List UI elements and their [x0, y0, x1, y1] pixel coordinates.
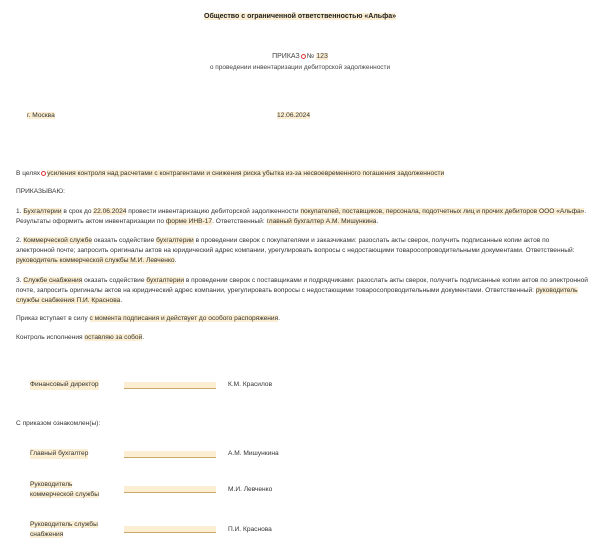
item-counterparties: покупателей, поставщиков, персонала, подотчетных лиц и прочих дебиторов ООО «Альфа» [300, 208, 585, 215]
acquainted-heading: С приказом ознакомлен(ы): [16, 420, 101, 427]
item-number: 2. [16, 237, 22, 244]
signature-line[interactable] [124, 526, 216, 533]
control-end: . [142, 334, 145, 341]
organization-name-text: Общество с ограниченной ответственностью «Альфа» [204, 13, 396, 20]
order-city-text: г. Москва [27, 112, 55, 119]
item-text: . [120, 297, 123, 305]
acquainted-role-line: снабжения [30, 531, 64, 539]
signatory-name: К.М. Красилов [228, 381, 273, 388]
order-prefix: ПРИКАЗ [272, 53, 300, 60]
order-item-1 [16, 207, 588, 227]
item-text: провести инвентаризацию дебиторской задолженности [126, 208, 301, 215]
order-title [0, 52, 600, 63]
item-text: . [376, 218, 379, 226]
acquainted-role-line: коммерческой службы [30, 491, 99, 499]
item-text: оказать содействие [82, 277, 147, 284]
item-text: . Ответственный: [212, 218, 267, 226]
item-responsible: руководитель службы снабжения П.И. Краснова [16, 287, 578, 305]
item-text: в проведении сверок с покупателями и заказчиками: разослать акты сверок, получить подписанные копии актов по электронной почте; запросить оригиналы актов на юридический адрес компании, урегулировать вопросы с недостающими товаросопроводительными документами. Ответственный: [16, 237, 575, 255]
item-text: в срок до [61, 208, 94, 215]
item-subject: Службе снабжения [23, 277, 83, 284]
item-subject: Коммерческой службе [23, 237, 93, 244]
order-subject: о проведении инвентаризации дебиторской задолженности [209, 64, 391, 71]
control-paragraph [16, 333, 588, 343]
item-responsible: руководитель коммерческой службы М.И. Левченко [16, 257, 175, 265]
edit-marker-icon[interactable] [41, 171, 46, 176]
orders-heading: ПРИКАЗЫВАЮ: [16, 188, 65, 195]
control-lead: Контроль исполнения [16, 334, 85, 341]
signatory-role: Финансовый директор [30, 380, 99, 390]
signature-line[interactable] [124, 486, 216, 493]
edit-marker-icon[interactable] [301, 54, 306, 59]
acquainted-role-line: Руководитель [30, 481, 73, 488]
signature-line[interactable] [124, 451, 216, 458]
acquainted-name: М.И. Левченко [228, 486, 273, 493]
item-responsible: главный бухгалтер А.М. Мишункина [266, 218, 377, 226]
order-date [277, 111, 310, 121]
effective-when: с момента подписания и действует до особого распоряжения [89, 315, 279, 322]
order-item-3 [16, 276, 588, 307]
effective-paragraph [16, 314, 588, 324]
item-form: форме ИНВ-17 [165, 218, 213, 226]
signature-line[interactable] [124, 382, 216, 389]
intro-lead: В целях [16, 170, 41, 177]
order-city [27, 111, 55, 121]
acquainted-name: П.И. Краснова [228, 526, 272, 533]
order-number: 123 [316, 53, 328, 60]
effective-end: . [278, 315, 281, 322]
item-number: 1. [16, 208, 22, 215]
item-helpee: бухгалтерии [146, 277, 185, 284]
item-text: . Результаты оформить актом инвентаризации по [16, 208, 587, 226]
intro-paragraph [16, 169, 588, 179]
order-item-2 [16, 236, 588, 267]
item-deadline: 22.06.2024 [93, 208, 127, 215]
organization-name [0, 12, 600, 23]
order-date-text: 12.06.2024 [277, 112, 311, 119]
item-text: . [174, 257, 177, 265]
acquainted-role-line: Руководитель службы [30, 521, 98, 528]
item-number: 3. [16, 277, 22, 284]
item-helpee: бухгалтерии [156, 237, 194, 244]
effective-lead: Приказ вступает в силу [16, 315, 90, 322]
acquainted-role [30, 520, 98, 540]
acquainted-role: Главный бухгалтер [30, 449, 88, 459]
item-text: в проведении сверок с поставщиками и подрядчиками: разослать акты сверок, получить подписанные копии актов по электронной почте, запросить оригиналы актов на юридический адрес компании, урегулировать вопросы с недостающими товаросопроводительными документами. Ответственный: [16, 277, 588, 295]
item-text: оказать содействие [92, 237, 157, 244]
acquainted-name: А.М. Мишункина [228, 450, 279, 457]
order-number-prefix: № [306, 53, 315, 60]
acquainted-role [30, 480, 99, 500]
intro-purpose: усиления контроля над расчетами с контрагентами и снижения риска убытка из-за несвоевременного погашения задолженности [47, 170, 445, 177]
control-who: оставляю за собой [84, 334, 143, 341]
item-subject: Бухгалтерии [23, 208, 62, 215]
